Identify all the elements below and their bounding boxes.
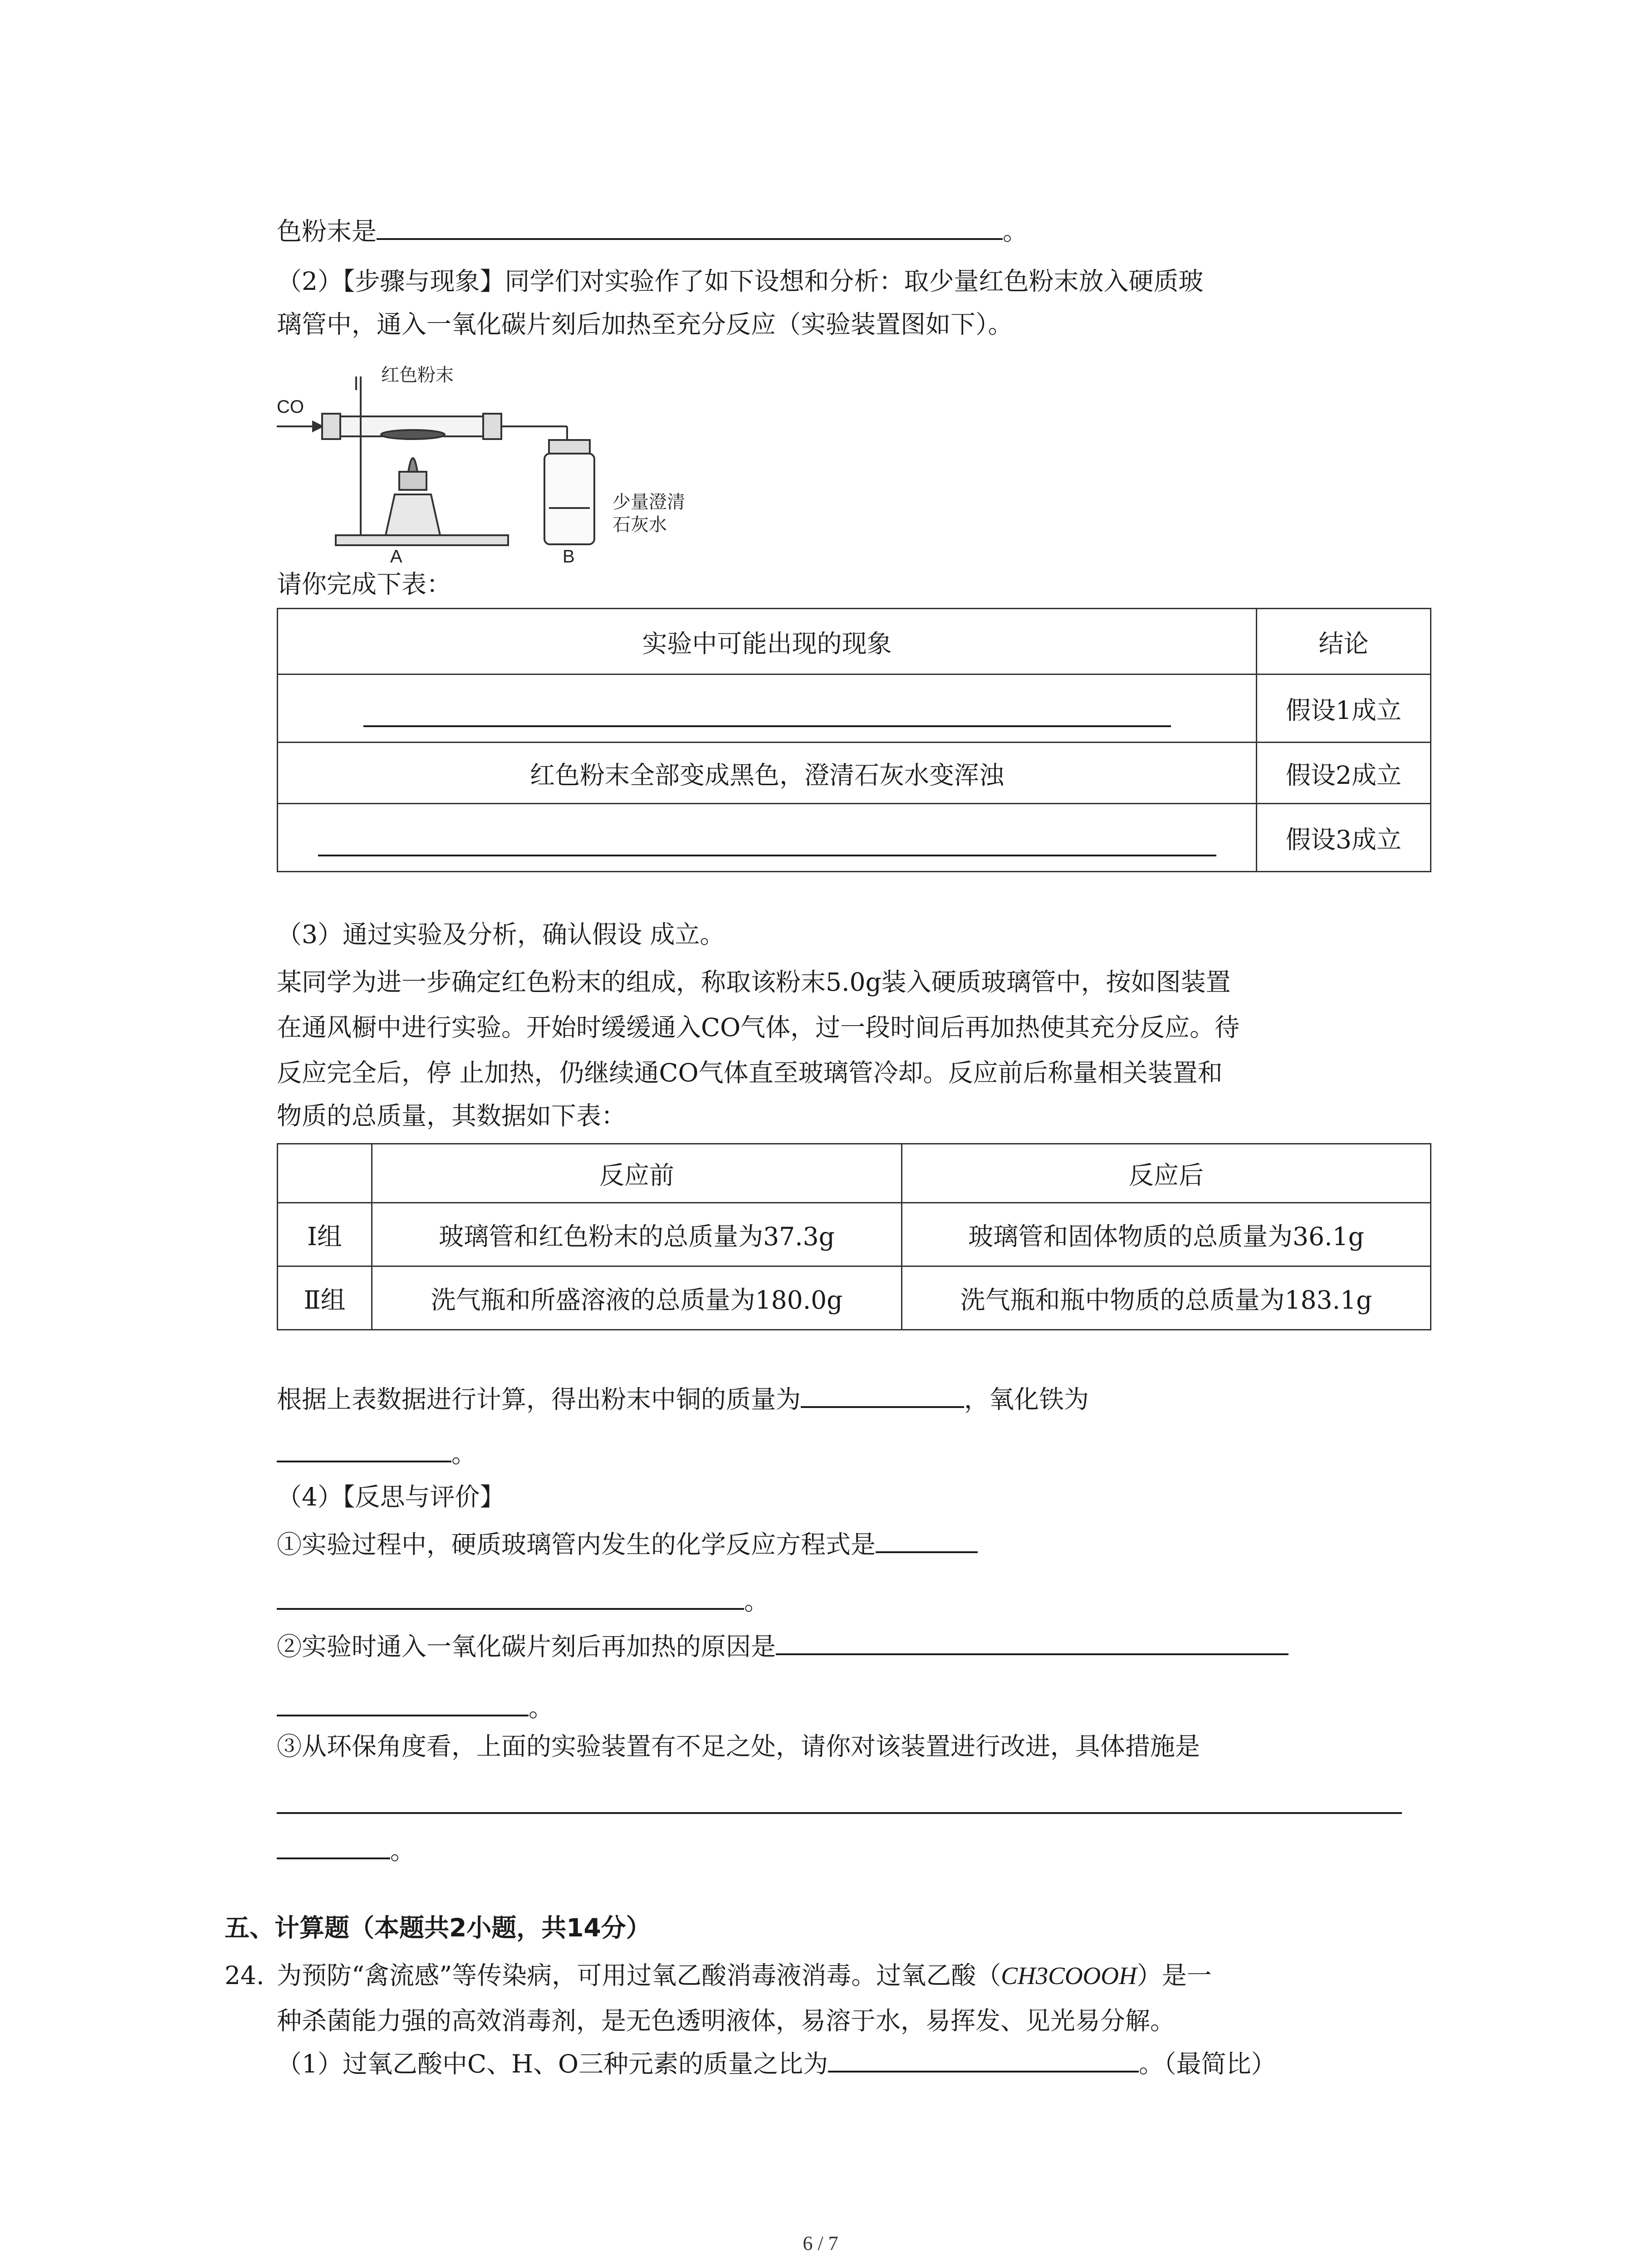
table-header: 实验中可能出现的现象 [278,609,1257,675]
text-line [277,2046,1276,2082]
text-line [277,1957,1212,1994]
answer-blank[interactable] [363,702,1171,727]
text-line [277,1787,1402,1823]
page-number: 6 / 7 [803,2232,838,2254]
answer-blank[interactable] [828,2047,1139,2072]
table-cell: Ⅰ组 [278,1203,372,1266]
text-line [277,213,1028,249]
answer-blank[interactable] [277,1584,744,1610]
text-line: 请你完成下表： [277,570,452,599]
table-cell: 玻璃管和固体物质的总质量为36.1g [902,1203,1431,1266]
mass-data-table [277,1143,1431,1330]
text-line [277,1526,978,1563]
chemical-formula: CH3COOOH [1001,1962,1137,1989]
text-line: （2）【步骤与现象】同学们对实验作了如下设想和分析：取少量红色粉末放入硬质玻 [277,267,1204,296]
answer-blank[interactable] [876,1528,978,1553]
label-b: B [563,547,575,562]
table-cell: 假设2成立 [1257,743,1431,804]
powder-label: 红色粉末 [381,365,454,386]
text-line [277,1583,769,1619]
text-line: （3）通过实验及分析，确认假设 成立。 [277,920,725,949]
text-span: 根据上表数据进行计算，得出粉末中铜的质量为 [277,1385,801,1414]
table-cell: 假设3成立 [1257,804,1431,872]
co-label: CO [277,397,304,417]
answer-blank[interactable] [377,215,1003,240]
text-span: ）是一 [1136,1961,1212,1990]
text-line [277,1381,1089,1418]
text-line: 某同学为进一步确定红色粉末的组成，称取该粉末5.0g装入硬质玻璃管中，按如图装置 [277,968,1231,997]
text-line: （4）【反思与评价】 [277,1482,505,1511]
answer-blank[interactable] [776,1630,1288,1655]
table-row [278,804,1431,872]
answer-blank[interactable] [318,831,1216,856]
answer-blank[interactable] [277,1437,451,1462]
text-span: （1）过氧乙酸中C、H、O三种元素的质量之比为 [277,2049,828,2078]
table-cell: 洗气瓶和所盛溶液的总质量为180.0g [372,1266,902,1330]
table-row [278,743,1431,804]
table-header: 结论 [1257,609,1431,675]
text-line [277,1833,415,1869]
text-span: 。 [744,1587,769,1616]
text-span: 为预防“禽流感”等传染病，可用过氧乙酸消毒液消毒。过氧乙酸（ [277,1961,1001,1990]
table-header [278,1144,372,1203]
text-line: 种杀菌能力强的高效消毒剂，是无色透明液体，易溶于水，易挥发、见光易分解。 [277,2006,1176,2035]
text-span: 。 [1003,217,1028,246]
text-span: 。 [529,1693,554,1722]
table-cell: 假设1成立 [1257,675,1431,743]
experiment-apparatus-figure [277,363,721,562]
hypothesis-table [277,608,1431,872]
text-line: 璃管中，通入一氧化碳片刻后加热至充分反应（实验装置图如下）。 [277,310,1013,339]
answer-blank[interactable] [277,1691,529,1716]
answer-blank[interactable] [801,1383,964,1408]
lime-label-1: 少量澄清 [612,492,685,513]
table-header: 反应后 [902,1144,1431,1203]
question-number: 24. [225,1961,265,1990]
text-line: 物质的总质量，其数据如下表： [277,1101,627,1130]
text-span: 色粉末是 [277,217,377,246]
answer-blank[interactable] [277,1789,1402,1814]
answer-blank[interactable] [277,1834,390,1859]
text-line: 反应完全后，停 止加热，仍继续通CO气体直至玻璃管冷却。反应前后称量相关装置和 [277,1058,1223,1087]
table-cell: 洗气瓶和瓶中物质的总质量为183.1g [902,1266,1431,1330]
table-cell[interactable] [278,675,1257,743]
text-span: ①实验过程中，硬质玻璃管内发生的化学反应方程式是 [277,1530,876,1559]
table-cell[interactable] [278,804,1257,872]
text-span: 。（最简比） [1139,2049,1276,2078]
table-cell: 玻璃管和红色粉末的总质量为37.3g [372,1203,902,1266]
text-span: ，氧化铁为 [964,1385,1089,1414]
table-row [278,675,1431,743]
label-a: A [390,547,402,562]
text-line [277,1436,476,1472]
text-line: 在通风橱中进行实验。开始时缓缓通入CO气体，过一段时间后再加热使其充分反应。待 [277,1013,1240,1042]
table-row [278,1203,1431,1266]
lime-label-2: 石灰水 [612,514,667,535]
text-span: 。 [451,1439,477,1468]
text-line [277,1628,1288,1665]
table-cell: Ⅱ组 [278,1266,372,1330]
text-span: 。 [390,1836,416,1865]
table-header: 反应前 [372,1144,902,1203]
table-cell: 红色粉末全部变成黑色，澄清石灰水变浑浊 [278,743,1257,804]
text-line [277,1690,554,1726]
section-heading: 五、计算题（本题共2小题，共14分） [225,1913,651,1942]
text-span: ②实验时通入一氧化碳片刻后再加热的原因是 [277,1632,776,1661]
table-row [278,1266,1431,1330]
text-line: ③从环保角度看，上面的实验装置有不足之处，请你对该装置进行改进，具体措施是 [277,1732,1200,1761]
